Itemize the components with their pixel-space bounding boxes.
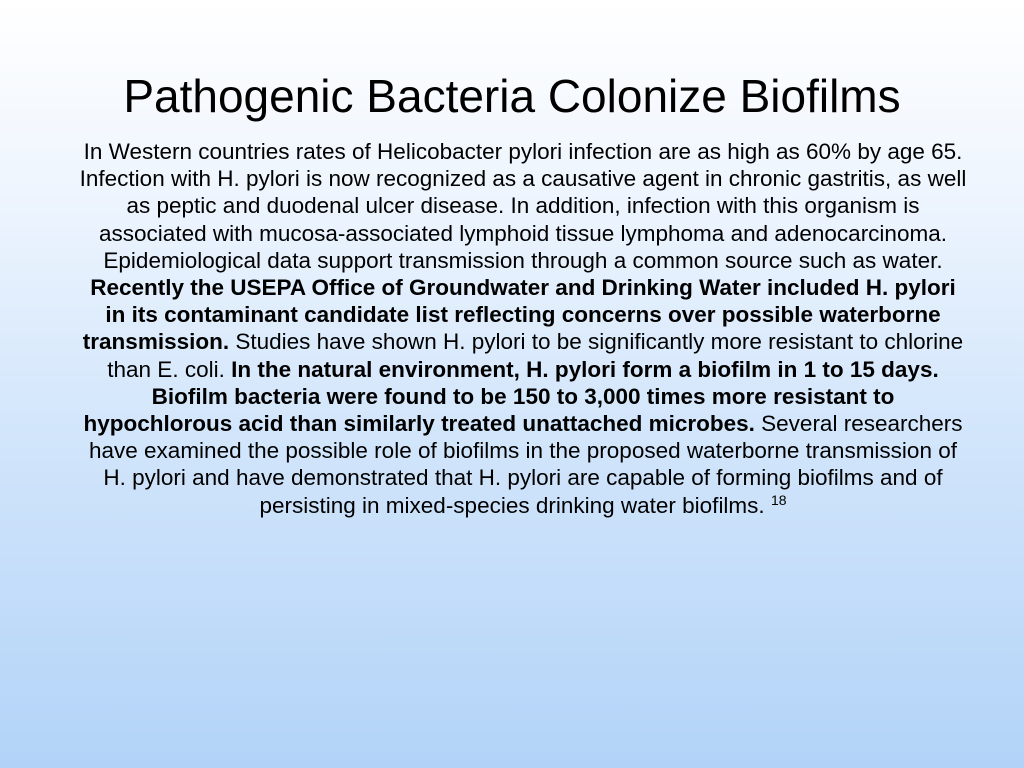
body-text-segment: In Western countries rates of Helicobacter pylori infection are as high as 60% by age 65. Infection with H. pylori is now recognized as a causative agent in chronic gastritis, as well as peptic and duodenal ulcer disease. In addition, infection with this organism is associated with mucosa-associated lymphoid tissue lymphoma and adenocarcinoma. Epidemiological data support transmission through a common source such as water. bbox=[79, 139, 967, 273]
citation-superscript: 18 bbox=[770, 491, 787, 508]
body-text-bold-segment: In the natural environment, H. pylori form a biofilm in 1 to 15 days. Biofilm bacteria were found to be 150 to 3,000 times more resistant to hypochlorous acid than similarly treated unattached microbes. bbox=[83, 356, 939, 437]
body-text-bold-segment: Recently the USEPA Office of Groundwater and Drinking Water included H. pylori in its contaminant candidate list reflecting concerns over possible waterborne transmission. bbox=[82, 275, 956, 355]
body-text-segment: Several researchers have examined the possible role of biofilms in the proposed waterborne transmission of H. pylori and have demonstrated that H. pylori are capable of forming biofilms and of persisting in mixed-species drinking water biofilms. bbox=[89, 411, 963, 518]
slide-body-paragraph bbox=[78, 138, 968, 519]
slide-title: Pathogenic Bacteria Colonize Biofilms bbox=[123, 70, 901, 122]
body-text-segment: Studies have shown H. pylori to be significantly more resistant to chlorine than E. coli. bbox=[107, 329, 964, 382]
